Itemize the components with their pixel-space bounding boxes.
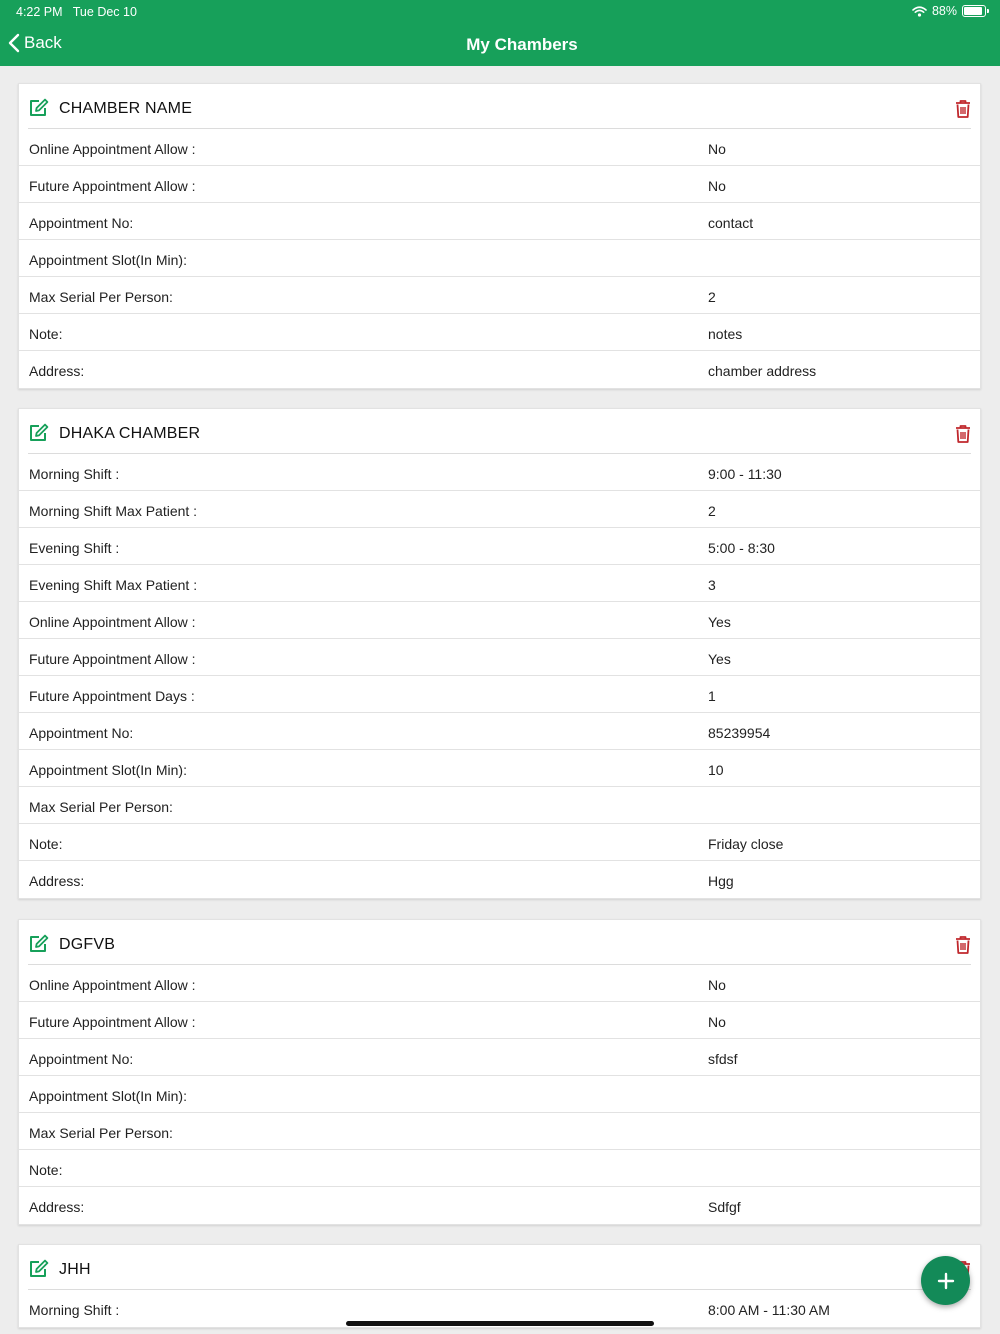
- page-title: My Chambers: [466, 35, 578, 54]
- detail-label: Max Serial Per Person:: [29, 1125, 173, 1141]
- chamber-card: [18, 408, 981, 899]
- detail-row: [19, 676, 980, 713]
- detail-value: Yes: [708, 614, 731, 630]
- detail-label: Appointment Slot(In Min):: [29, 762, 187, 778]
- detail-row: [19, 713, 980, 750]
- page-title-wrap: [0, 35, 1000, 55]
- detail-value: 2: [708, 503, 716, 519]
- edit-icon[interactable]: [28, 423, 50, 443]
- detail-label: Appointment No:: [29, 215, 134, 231]
- detail-value: 8:00 AM - 11:30 AM: [708, 1302, 830, 1318]
- detail-label: Appointment Slot(In Min):: [29, 252, 187, 268]
- detail-label: Online Appointment Allow :: [29, 977, 196, 993]
- chamber-card-header: [19, 409, 980, 454]
- detail-row: [19, 491, 980, 528]
- trash-icon[interactable]: [954, 424, 972, 444]
- detail-value: No: [708, 141, 726, 157]
- detail-label: Future Appointment Days :: [29, 688, 195, 704]
- detail-label: Morning Shift :: [29, 466, 120, 482]
- chamber-card-header: [19, 920, 980, 965]
- back-label: Back: [24, 33, 62, 52]
- detail-value: Hgg: [708, 873, 734, 889]
- detail-row: [19, 787, 980, 824]
- detail-value: 85239954: [708, 725, 771, 741]
- detail-label: Online Appointment Allow :: [29, 614, 196, 630]
- add-chamber-button[interactable]: [921, 1256, 970, 1305]
- detail-label: Online Appointment Allow :: [29, 141, 196, 157]
- detail-row: [19, 824, 980, 861]
- detail-label: Note:: [29, 1162, 63, 1178]
- detail-row: [19, 314, 980, 351]
- detail-row: [19, 203, 980, 240]
- detail-value: Yes: [708, 651, 731, 667]
- detail-label: Note:: [29, 836, 63, 852]
- detail-label: Appointment Slot(In Min):: [29, 1088, 187, 1104]
- chamber-card: [18, 919, 981, 1225]
- chamber-name: DGFVB: [59, 936, 116, 953]
- chamber-card: [18, 83, 981, 389]
- battery-icon: [962, 5, 986, 17]
- detail-row: [19, 454, 980, 491]
- home-indicator: [346, 1321, 654, 1326]
- detail-label: Morning Shift :: [29, 1302, 120, 1318]
- chamber-list[interactable]: [0, 66, 1000, 1334]
- status-date: Tue Dec 10: [72, 5, 137, 19]
- status-indicators: [912, 4, 986, 18]
- detail-row: [19, 528, 980, 565]
- detail-label: Appointment No:: [29, 1051, 134, 1067]
- edit-icon[interactable]: [28, 934, 50, 954]
- chamber-name: JHH: [59, 1261, 91, 1278]
- detail-value: notes: [708, 326, 743, 342]
- detail-row: [19, 277, 980, 314]
- detail-row: [19, 1002, 980, 1039]
- detail-label: Max Serial Per Person:: [29, 289, 173, 305]
- chamber-name: DHAKA CHAMBER: [59, 425, 201, 442]
- status-bar: [0, 0, 1000, 24]
- detail-label: Evening Shift :: [29, 540, 120, 556]
- detail-row: [19, 1076, 980, 1113]
- detail-label: Appointment No:: [29, 725, 134, 741]
- detail-row: [19, 240, 980, 277]
- detail-value: 9:00 - 11:30: [708, 466, 782, 482]
- detail-label: Address:: [29, 873, 85, 889]
- detail-row: [19, 1039, 980, 1076]
- chamber-card-header: [19, 84, 980, 129]
- chamber-card-header: [19, 1245, 980, 1290]
- detail-row: [19, 351, 980, 388]
- plus-icon: [937, 1272, 955, 1290]
- detail-row: [19, 1150, 980, 1187]
- trash-icon[interactable]: [954, 99, 972, 119]
- detail-row: [19, 1187, 980, 1224]
- detail-value: Friday close: [708, 836, 784, 852]
- detail-value: chamber address: [708, 363, 817, 379]
- detail-value: No: [708, 977, 726, 993]
- detail-value: No: [708, 178, 726, 194]
- detail-label: Address:: [29, 1199, 85, 1215]
- edit-icon[interactable]: [28, 98, 50, 118]
- detail-label: Evening Shift Max Patient :: [29, 577, 198, 593]
- detail-row: [19, 1113, 980, 1150]
- detail-value: contact: [708, 215, 754, 231]
- chamber-card: [18, 1244, 981, 1328]
- detail-label: Future Appointment Allow :: [29, 178, 196, 194]
- detail-value: 3: [708, 577, 716, 593]
- app-header: [0, 0, 1000, 66]
- detail-row: [19, 602, 980, 639]
- detail-value: Sdfgf: [708, 1199, 741, 1215]
- trash-icon[interactable]: [954, 935, 972, 955]
- edit-icon[interactable]: [28, 1259, 50, 1279]
- battery-level: [964, 7, 982, 15]
- detail-value: sfdsf: [708, 1051, 738, 1067]
- detail-row: [19, 965, 980, 1002]
- status-clock: 4:22 PM: [16, 5, 63, 19]
- detail-label: Future Appointment Allow :: [29, 1014, 196, 1030]
- detail-row: [19, 166, 980, 203]
- detail-value: 10: [708, 762, 724, 778]
- detail-value: No: [708, 1014, 726, 1030]
- detail-label: Morning Shift Max Patient :: [29, 503, 198, 519]
- detail-row: [19, 750, 980, 787]
- detail-label: Note:: [29, 326, 63, 342]
- chamber-name: CHAMBER NAME: [59, 100, 193, 117]
- detail-label: Max Serial Per Person:: [29, 799, 173, 815]
- detail-label: Future Appointment Allow :: [29, 651, 196, 667]
- wifi-icon: [912, 6, 927, 17]
- detail-row: [19, 129, 980, 166]
- status-time: [16, 5, 137, 19]
- detail-value: 2: [708, 289, 716, 305]
- detail-value: 1: [708, 688, 716, 704]
- detail-value: 5:00 - 8:30: [708, 540, 775, 556]
- detail-row: [19, 639, 980, 676]
- battery-percent: 88%: [931, 4, 957, 18]
- detail-row: [19, 861, 980, 898]
- detail-row: [19, 565, 980, 602]
- detail-label: Address:: [29, 363, 85, 379]
